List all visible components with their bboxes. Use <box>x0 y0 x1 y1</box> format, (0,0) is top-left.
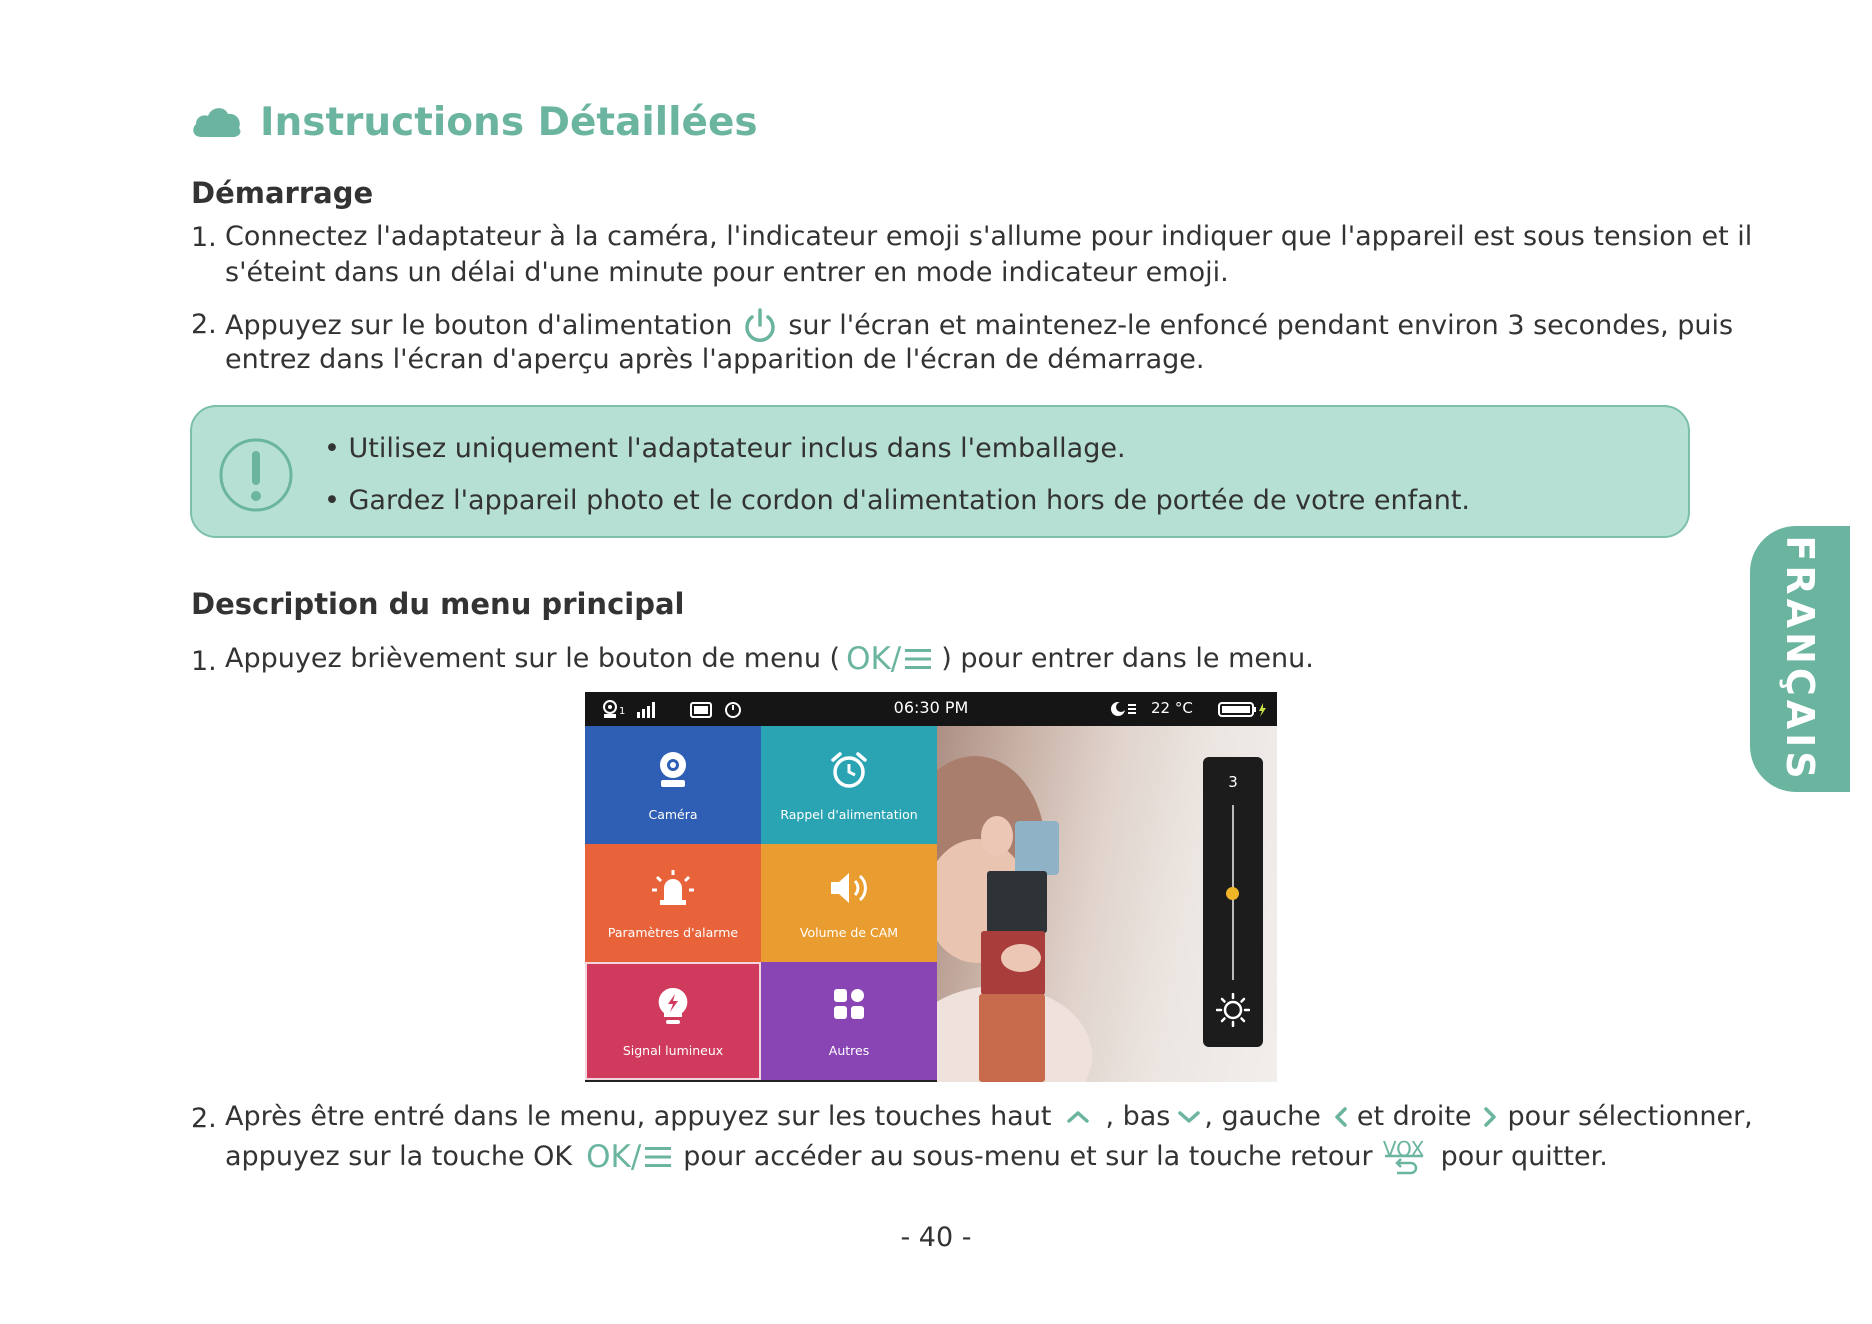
tile-label: Caméra <box>648 807 698 822</box>
step-text: entrez dans l'écran d'aperçu après l'apparition de l'écran de démarrage. <box>225 344 1205 375</box>
page-number: - 40 - <box>900 1222 972 1253</box>
step-text: Connectez l'adaptateur à la caméra, l'indicateur emoji s'allume pour indiquer que l'appareil est sous tension et il <box>225 221 1753 252</box>
brightness-slider[interactable] <box>1203 757 1263 1047</box>
language-tab <box>1750 526 1850 792</box>
tile-cam-volume[interactable] <box>761 844 937 962</box>
step-text: sur l'écran et maintenez-le enfoncé pendant environ 3 secondes, puis <box>788 310 1734 341</box>
step-text: , bas <box>1105 1101 1171 1132</box>
tile-label: Paramètres d'alarme <box>607 925 739 940</box>
back-arrow-icon <box>1383 1153 1425 1177</box>
step-text: pour quitter. <box>1440 1141 1608 1172</box>
step-number: 1. <box>191 222 217 253</box>
tile-label: Volume de CAM <box>799 925 899 940</box>
step-text-row <box>225 1135 1608 1179</box>
grid-icon <box>831 986 867 1022</box>
step-number: 2. <box>191 1103 217 1134</box>
step-text: s'éteint dans un délai d'une minute pour entrer en mode indicateur emoji. <box>225 257 1229 288</box>
step-text: pour sélectionner, <box>1507 1101 1753 1132</box>
menu-heading: Description du menu principal <box>191 587 685 621</box>
step-number: 1. <box>191 646 217 677</box>
ok-key-label: OK/ <box>846 641 902 677</box>
step-text: Appuyez sur le bouton d'alimentation <box>225 310 733 341</box>
tile-light-signal[interactable] <box>585 962 761 1080</box>
brightness-icon <box>1216 993 1250 1027</box>
chevron-down-icon <box>1174 1105 1204 1129</box>
tile-feeding-reminder[interactable] <box>761 726 937 844</box>
menu-icon <box>903 645 933 673</box>
camera-icon <box>655 750 691 790</box>
warning-note <box>190 405 1690 538</box>
language-tab-label: FRANÇAIS <box>1778 535 1822 783</box>
tile-label: Autres <box>828 1043 870 1058</box>
alarm-clock-icon <box>829 750 869 790</box>
demarrage-heading: Démarrage <box>191 176 374 210</box>
vox-back-key <box>1377 1135 1431 1179</box>
step-text: appuyez sur la touche OK <box>225 1141 573 1172</box>
step-text: ) pour entrer dans le menu. <box>941 643 1314 674</box>
step-text: , gauche <box>1204 1101 1321 1132</box>
tile-camera[interactable] <box>585 726 761 844</box>
power-icon <box>740 306 780 346</box>
status-time: 06:30 PM <box>893 698 969 717</box>
brightness-value: 3 <box>1228 773 1238 791</box>
step-text-row <box>225 306 1733 346</box>
note-item: • Gardez l'appareil photo et le cordon d'alimentation hors de portée de votre enfant. <box>324 485 1470 516</box>
cloud-icon <box>191 103 243 139</box>
speaker-icon <box>827 868 871 908</box>
camera-preview-image <box>937 726 1277 1082</box>
menu-icon <box>643 1143 673 1171</box>
step-text: Après être entré dans le menu, appuyez sur les touches haut <box>225 1101 1052 1132</box>
tile-alarm-settings[interactable] <box>585 844 761 962</box>
tile-others[interactable] <box>761 962 937 1080</box>
tile-label: Rappel d'alimentation <box>780 807 918 822</box>
bulb-icon <box>656 986 690 1028</box>
ok-key-label: OK/ <box>586 1139 642 1175</box>
exclamation-icon <box>218 437 294 513</box>
step-number: 2. <box>191 309 217 340</box>
step-text: et droite <box>1356 1101 1472 1132</box>
note-item: • Utilisez uniquement l'adaptateur inclus dans l'emballage. <box>324 433 1126 464</box>
moon-icon <box>1110 700 1140 718</box>
step-text: pour accéder au sous-menu et sur la touche retour <box>683 1141 1373 1172</box>
chevron-up-icon <box>1061 1105 1095 1129</box>
battery-icon <box>1218 701 1268 719</box>
camera-index: 1 <box>619 706 626 717</box>
step-text-row <box>225 1099 1753 1135</box>
step-text-row <box>225 641 1314 677</box>
tile-label: Signal lumineux <box>622 1043 724 1058</box>
temperature: 22 °C <box>1151 699 1193 717</box>
monitor-screen <box>585 692 1277 1082</box>
siren-icon <box>651 868 695 908</box>
page-title: Instructions Détaillées <box>260 100 758 145</box>
chevron-right-icon <box>1478 1103 1502 1131</box>
status-bar <box>585 692 1277 726</box>
chevron-left-icon <box>1329 1103 1353 1131</box>
slider-handle[interactable] <box>1226 887 1239 900</box>
step-text: Appuyez brièvement sur le bouton de menu ( <box>225 643 841 674</box>
vox-label: VOX <box>1382 1137 1425 1161</box>
